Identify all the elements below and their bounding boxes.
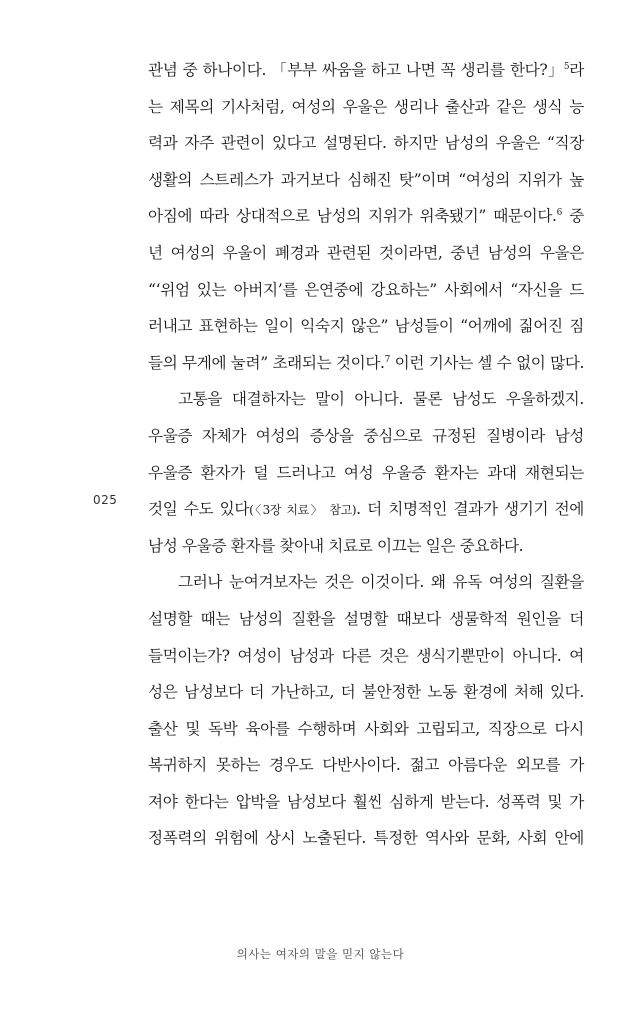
text-line: 아짐에 따라 상대적으로 남성의 지위가 위축됐기” 때문이다.$^6$ 중 <box>148 207 584 226</box>
footnote-marker: 7 <box>384 354 391 365</box>
text-line: 져야 한다는 압박을 남성보다 훨씬 심하게 받는다. 성폭력 및 가 <box>148 792 584 811</box>
footnote-marker: 6 <box>556 208 563 219</box>
text-line: 들의 무게에 눌려” 초래되는 것이다.$^7$ 이런 기사는 셀 수 없이 많다. <box>148 353 585 372</box>
body-text <box>148 52 584 857</box>
text-line: 러내고 표현하는 일이 익숙지 않은” 남성들이 “어깨에 짊어진 짐 <box>148 317 584 336</box>
text-line: 설명할 때는 남성의 질환을 설명할 때보다 생물학적 원인을 더 <box>148 609 584 628</box>
text-line: 력과 자주 관련이 있다고 설명된다. 하지만 남성의 우울은 “직장 <box>148 134 584 153</box>
text-line: 출산 및 독박 육아를 수행하며 사회와 고립되고, 직장으로 다시 <box>148 719 584 738</box>
text-line: 는 제목의 기사처럼, 여성의 우울은 생리나 출산과 같은 생식 능 <box>148 97 584 116</box>
text-line: 것일 수도 있다(〈3장 치료〉 참고). 더 치명적인 결과가 생기기 전에 <box>148 500 584 519</box>
text-line: 복귀하지 못하는 경우도 다반사이다. 젊고 아름다운 외모를 가 <box>148 756 584 775</box>
page-number: 025 <box>93 493 118 507</box>
text-line: 성은 남성보다 더 가난하고, 더 불안정한 노동 환경에 처해 있다. <box>148 683 584 702</box>
text-line: 우울증 자체가 여성의 증상을 중심으로 규정된 질병이라 남성 <box>148 426 584 445</box>
text-line: 들먹이는가? 여성이 남성과 다른 것은 생식기뿐만이 아니다. 여 <box>148 646 584 665</box>
text-line: 년 여성의 우울이 폐경과 관련된 것이라면, 중년 남성의 우울은 <box>148 243 584 262</box>
cross-reference: (〈3장 치료〉 참고) <box>249 503 357 518</box>
running-footer: 의사는 여자의 말을 믿지 않는다 <box>236 947 405 961</box>
text-line: 우울증 환자가 덜 드러나고 여성 우울증 환자는 과대 재현되는 <box>148 463 584 482</box>
text-line: 정폭력의 위험에 상시 노출된다. 특정한 역사와 문화, 사회 안에 <box>148 829 584 848</box>
text-line: 남성 우울증 환자를 찾아내 치료로 이끄는 일은 중요하다. <box>148 536 524 555</box>
footnote-marker: 5 <box>563 62 570 72</box>
text-line: 관념 중 하나이다. 「부부 싸움을 하고 나면 꼭 생리를 한다?」$^5$라 <box>148 61 584 79</box>
text-line: 생활의 스트레스가 과거보다 심해진 탓”이며 “여성의 지위가 높 <box>148 170 584 189</box>
text-line: “‘위엄 있는 아버지’를 은연중에 강요하는” 사회에서 “자신을 드 <box>148 280 584 299</box>
paragraph-start-line: 그러나 눈여겨보자는 것은 이것이다. 왜 유독 여성의 질환을 <box>178 573 584 592</box>
paragraph-start-line: 고통을 대결하자는 말이 아니다. 물론 남성도 우울하겠지. <box>178 390 584 409</box>
